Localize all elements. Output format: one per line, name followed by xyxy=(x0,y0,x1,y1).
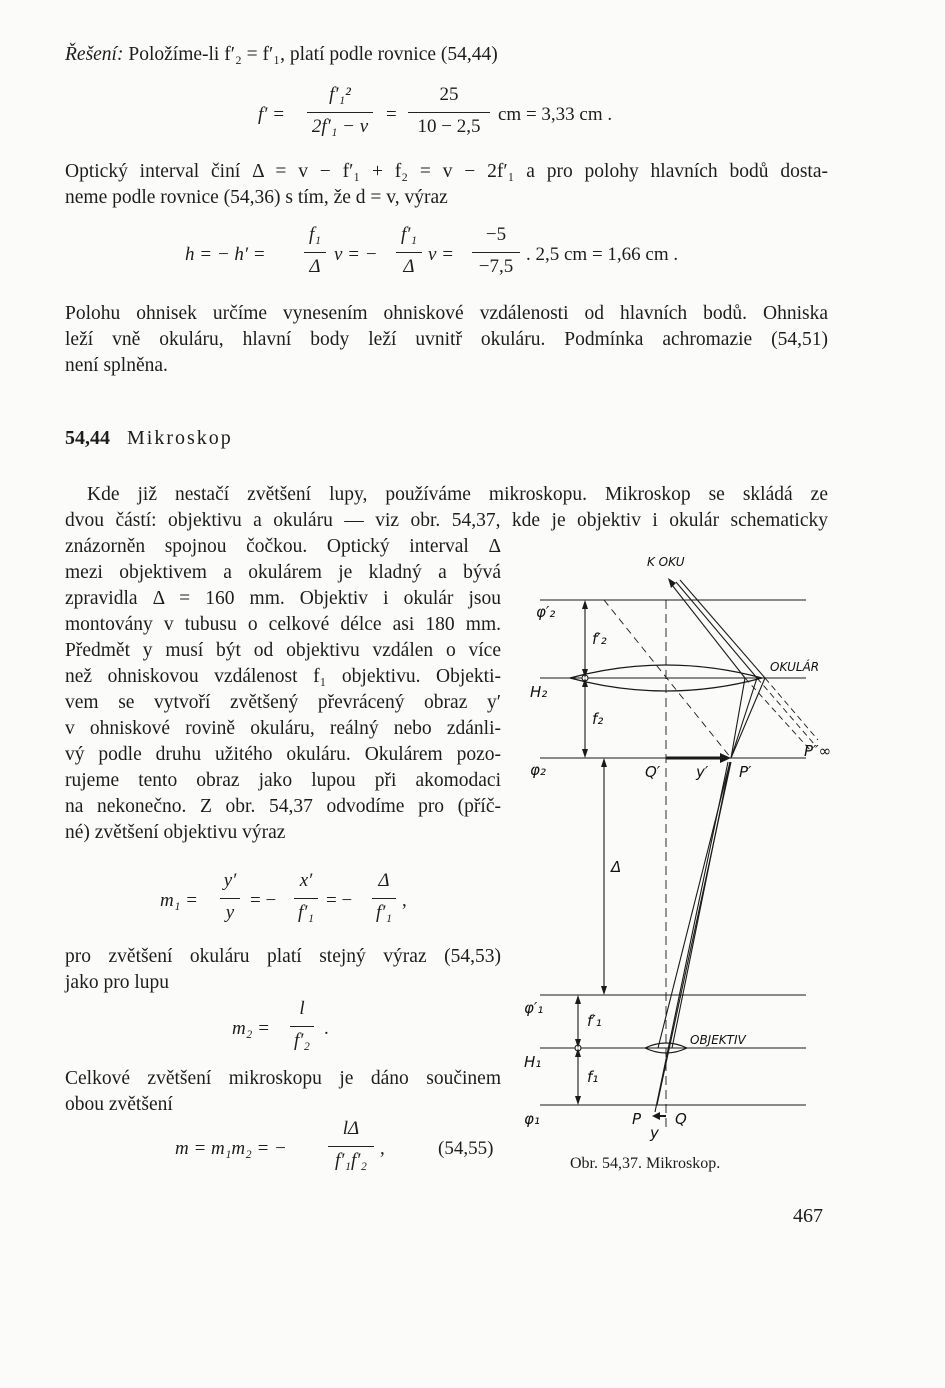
body-line-2: dvou částí: objektivu a okuláru — viz obr. 54,37, kde je objektiv i okulár schematicky xyxy=(65,510,828,531)
narrow-line-9: vý podle druhu užitého okuláru. Okulárem pozo- xyxy=(65,744,501,765)
figure-caption: Obr. 54,37. Mikroskop. xyxy=(570,1155,721,1172)
narrow-line-6: než ohniskovou vzdálenost f₁ objektivu. Objekti- xyxy=(65,666,501,687)
section-title: Mikroskop xyxy=(127,427,233,449)
body-line-1: Kde již nestačí zvětšení lupy, používáme mikroskopu. Mikroskop se skládá ze xyxy=(87,484,828,505)
eq2-frac3-den: −7,5 xyxy=(478,256,514,277)
eq2-frac1-num: f₁ xyxy=(309,224,321,245)
solution-intro-text: Položíme-li f′₂ = f′₁, platí podle rovnice (54,44) xyxy=(128,44,498,65)
after-eq4-line-2: obou zvětšení xyxy=(65,1094,173,1115)
label-f1-prime: f′₁ xyxy=(587,1012,602,1030)
ray-obj-3 xyxy=(672,762,730,1048)
label-p: P xyxy=(632,1110,642,1128)
narrow-line-11: na nekonečno. Z obr. 54,37 odvodíme pro (příč- xyxy=(65,796,501,817)
eq1-result: cm = 3,33 cm . xyxy=(498,104,613,125)
narrow-line-5: Předmět y musí být od objektivu vzdálen o více xyxy=(65,640,501,661)
label-phi1-prime: φ′₁ xyxy=(524,999,544,1017)
eq5-tail: , xyxy=(380,1138,385,1159)
narrow-line-8: v ohniskové rovině okuláru, reálný nebo zdánli- xyxy=(65,718,501,739)
label-f2-prime: f′₂ xyxy=(592,630,607,648)
eq3-frac1-den: y xyxy=(225,902,235,923)
label-delta: Δ xyxy=(611,858,622,876)
after-eq3-line-2: jako pro lupu xyxy=(65,972,169,993)
eq1-frac1-num: f′₁² xyxy=(329,84,351,105)
eq2-frac2-den: Δ xyxy=(403,256,415,277)
eq5-lhs: m = m₁m₂ = − xyxy=(175,1138,287,1159)
label-q-prime: Q′ xyxy=(645,763,661,781)
section-number: 54,44 xyxy=(65,427,110,449)
eq1-frac2-num: 25 xyxy=(439,84,459,105)
eq5-number: (54,55) xyxy=(438,1138,494,1159)
label-h2: H₂ xyxy=(530,683,548,701)
dashed-ray-1 xyxy=(604,600,731,758)
label-k-oku: K OKU xyxy=(647,555,685,569)
eq3-mid2: = − xyxy=(326,890,353,911)
ray-oc-2 xyxy=(731,678,757,758)
eq4-lhs: m₂ = xyxy=(232,1018,270,1039)
eq1-frac2-den: 10 − 2,5 xyxy=(417,116,481,137)
para2-line1: Polohu ohnisek určíme vynesením ohniskové vzdálenosti od hlavních bodů. Ohniska xyxy=(65,303,828,324)
after-eq3-line-1: pro zvětšení okuláru platí stejný výraz (54,53) xyxy=(65,946,501,967)
label-y: y xyxy=(650,1124,659,1142)
eq3-frac3-den: f′₁ xyxy=(375,902,393,923)
ray-oc-3 xyxy=(731,678,765,758)
para2-line3: není splněna. xyxy=(65,355,168,376)
narrow-line-12: né) zvětšení objektivu výraz xyxy=(65,822,286,843)
eq1-lhs: f′ = xyxy=(258,104,286,125)
eq4-frac-den: f′₂ xyxy=(293,1030,311,1051)
eq5-frac-num: lΔ xyxy=(342,1118,360,1139)
eq4-tail: . xyxy=(324,1018,329,1039)
arrowhead-f1-bot xyxy=(575,1096,581,1105)
arrowhead-f1p-top xyxy=(575,995,581,1004)
narrow-line-1: znázorněn spojnou čočkou. Optický interval Δ xyxy=(65,536,501,557)
eq4-frac-num: l xyxy=(299,998,305,1019)
eq2-mid2: v = xyxy=(428,244,455,265)
ray-eye-2 xyxy=(676,582,757,678)
narrow-line-10: rujeme tento obraz jako lupou při akomodaci xyxy=(65,770,501,791)
eq2-frac3-num: −5 xyxy=(485,224,507,245)
eq2-mid1: v = − xyxy=(334,244,378,265)
solution-label: Řešení: xyxy=(65,44,124,65)
eq3-frac2-den: f′₁ xyxy=(297,902,315,923)
eq1-frac1-den: 2f′₁ − v xyxy=(311,116,369,137)
eq2-frac2-num: f′₁ xyxy=(400,224,418,245)
narrow-line-2: mezi objektivem a okulárem je kladný a bývá xyxy=(65,562,501,583)
label-okular: OKULÁR xyxy=(770,660,820,674)
arrowhead-y xyxy=(652,1112,660,1120)
eq3-lhs: m₁ = xyxy=(160,890,198,911)
label-p-prime: P′ xyxy=(739,763,752,781)
arrowhead-y-prime xyxy=(720,753,731,763)
para2-line2: leží vně okuláru, hlavní body leží uvnitř okuláru. Podmínka achromazie (54,51) xyxy=(65,329,828,350)
dashed-ray-3 xyxy=(757,678,815,745)
eq5-frac-den: f′₁f′₂ xyxy=(334,1150,368,1171)
label-p-inf: P″∞ xyxy=(804,742,832,760)
label-q: Q xyxy=(675,1110,687,1128)
label-phi1: φ₁ xyxy=(524,1110,540,1128)
eq3-frac2-num: x′ xyxy=(299,870,313,891)
label-f2: f₂ xyxy=(592,710,604,728)
narrow-line-4: montovány v tubusu o celkové délce asi 180 mm. xyxy=(65,614,501,635)
arrowhead-f2-bot xyxy=(582,749,588,758)
arrowhead-f2p-top xyxy=(582,600,588,609)
page-number: 467 xyxy=(793,1205,823,1227)
eq2-lhs: h = − h′ = xyxy=(185,244,266,265)
eq3-frac1-num: y′ xyxy=(223,870,237,891)
arrowhead-delta-top xyxy=(601,758,607,767)
label-y-prime: y′ xyxy=(696,763,709,781)
para1-line2: neme podle rovnice (54,36) s tím, že d = v, výraz xyxy=(65,187,448,208)
arrowhead-k-oku xyxy=(668,578,676,588)
label-h1: H₁ xyxy=(524,1053,542,1071)
narrow-line-3: zpravidla Δ = 160 mm. Objektiv i okulár jsou xyxy=(65,588,501,609)
eq3-tail: , xyxy=(402,890,407,911)
arrowhead-delta-bot xyxy=(601,986,607,995)
eq3-mid1: = − xyxy=(250,890,277,911)
narrow-line-7: vem se vytvoří zvětšený převrácený obraz y′ xyxy=(65,692,501,713)
after-eq4-line-1: Celkové zvětšení mikroskopu je dáno součinem xyxy=(65,1068,501,1089)
label-phi2: φ₂ xyxy=(530,761,546,779)
ray-eye-3 xyxy=(680,580,765,678)
eq1-eq-sign: = xyxy=(386,104,397,125)
label-phi2-prime: φ′₂ xyxy=(536,603,556,621)
dashed-ray-2 xyxy=(745,678,812,752)
eq3-frac3-num: Δ xyxy=(378,870,390,891)
eq2-frac1-den: Δ xyxy=(309,256,321,277)
label-objektiv: OBJEKTIV xyxy=(690,1033,746,1047)
ray-eye-1 xyxy=(672,585,745,678)
eq2-result: . 2,5 cm = 1,66 cm . xyxy=(526,244,679,265)
para1-line1: Optický interval činí Δ = v − f′₁ + f₂ = v − 2f′₁ a pro polohy hlavních bodů dosta- xyxy=(65,161,828,182)
label-f1: f₁ xyxy=(587,1068,599,1086)
ray-oc-1 xyxy=(731,678,745,758)
